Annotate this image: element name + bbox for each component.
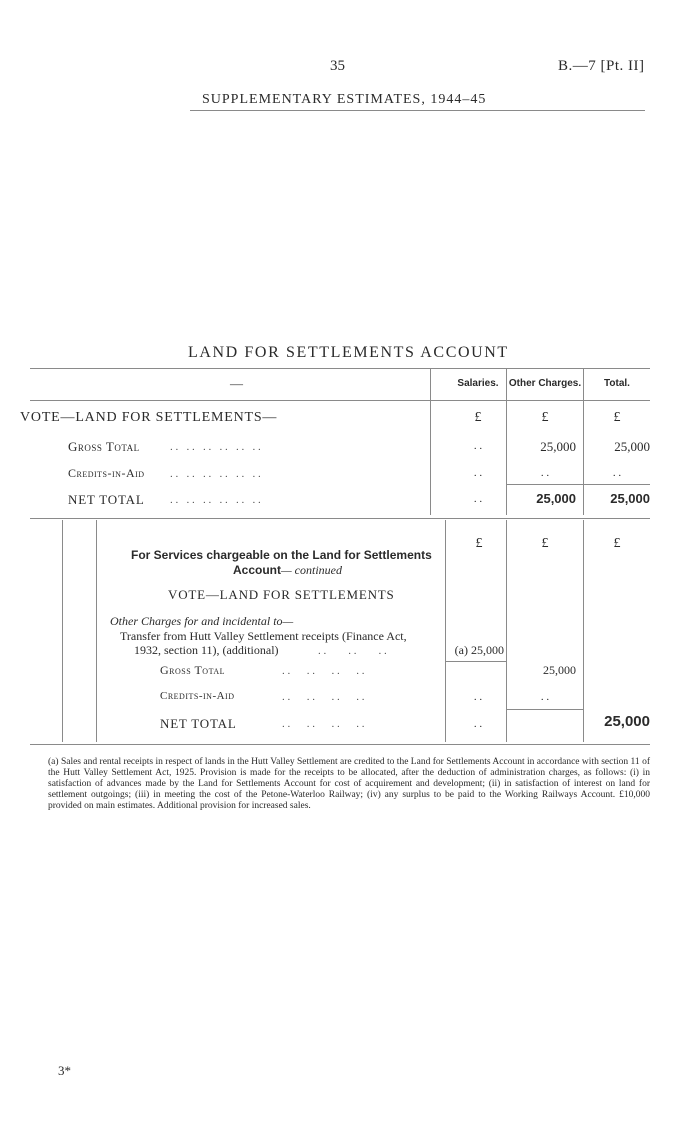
section-title: LAND FOR SETTLEMENTS ACCOUNT xyxy=(188,344,509,361)
head-rule xyxy=(30,400,650,401)
detail-gross-total-leaders: . . . . . . . . xyxy=(282,665,365,677)
item-value: (a) 25,000 xyxy=(454,643,504,657)
summary-currency-salaries: £ xyxy=(474,410,482,425)
item-description-line-1: Transfer from Hutt Valley Settlement receipts (Finance Act, xyxy=(120,629,407,643)
page-mark: 3* xyxy=(58,1063,71,1078)
summary-gross-total-salaries: . . xyxy=(473,440,483,452)
detail-vote-title: VOTE—LAND FOR SETTLEMENTS xyxy=(168,587,395,602)
vote-label: VOTE—LAND FOR SETTLEMENTS— xyxy=(20,410,278,425)
other-charges-header: Other Charges. xyxy=(508,378,582,389)
summary-net-total-leaders: . . . . . . . . . . . . xyxy=(170,494,261,506)
summary-subtotal-rule xyxy=(506,484,650,485)
total-header: Total. xyxy=(604,378,630,389)
other-charges-intro: Other Charges for and incidental to— xyxy=(110,614,294,628)
detail-heading-line-1: For Services chargeable on the Land for Settlements xyxy=(131,548,432,562)
item-description-line-2: 1932, section 11), (additional) xyxy=(134,643,279,657)
column-divider-1 xyxy=(430,369,431,515)
description-column-dash: — xyxy=(230,376,243,391)
detail-gross-total-label: Gross Total xyxy=(160,663,225,677)
summary-end-rule xyxy=(30,518,650,519)
detail-net-total-label: NET TOTAL xyxy=(160,716,237,731)
title-rule xyxy=(30,368,650,369)
detail-heading-continued: — continued xyxy=(281,563,342,577)
summary-net-total-total: 25,000 xyxy=(610,491,650,506)
detail-net-total-leaders: . . . . . . . . xyxy=(282,718,365,730)
detail-heading-line-2 xyxy=(233,563,342,578)
summary-gross-total-other: 25,000 xyxy=(540,439,576,454)
summary-credits-other: . . xyxy=(540,467,550,479)
detail-end-rule xyxy=(30,744,650,745)
salaries-header: Salaries. xyxy=(457,378,499,389)
summary-gross-total-total: 25,000 xyxy=(614,439,650,454)
detail-column-divider-1 xyxy=(445,520,446,742)
summary-net-total-label: NET TOTAL xyxy=(68,492,145,507)
detail-column-divider-3 xyxy=(583,520,584,742)
header-rule xyxy=(190,110,645,111)
item-leaders: . . . . . . xyxy=(318,645,387,657)
summary-currency-total: £ xyxy=(613,410,621,425)
detail-heading-account: Account xyxy=(233,563,281,577)
summary-credits-leaders: . . . . . . . . . . . . xyxy=(170,468,261,480)
detail-net-total-salaries: . . xyxy=(473,718,483,730)
detail-item-rule xyxy=(445,661,506,662)
summary-gross-total-label: Gross Total xyxy=(68,439,140,454)
detail-currency-total: £ xyxy=(613,536,621,551)
summary-credits-label: Credits-in-Aid xyxy=(68,466,145,480)
detail-credits-other: . . xyxy=(540,691,550,703)
summary-gross-total-leaders: . . . . . . . . . . . . xyxy=(170,441,261,453)
detail-credits-label: Credits-in-Aid xyxy=(160,690,235,702)
footnote: (a) Sales and rental receipts in respect of lands in the Hutt Valley Settlement are credited to the Land for Settlements Account in accordance with section 11 of the Hutt Valley Settlement Act, 1925. Provision is made for the receipts to be allocated, after the deduction of administration charges, as follows: (i) in satisfaction of advances made by the Land for Settlements Account for cost of acquirement and development; (ii) in satisfaction of interest on land for settlement outgoings; (iii) in meeting the cost of the Petone-Waterloo Railway; (iv) any surplus to be paid to the Working Railways Account. £10,000 provided on main estimates. Additional provision for increased sales. xyxy=(48,757,650,811)
running-title: SUPPLEMENTARY ESTIMATES, 1944–45 xyxy=(202,92,487,107)
summary-net-total-other: 25,000 xyxy=(536,491,576,506)
detail-gross-total-other: 25,000 xyxy=(543,663,576,677)
detail-currency-salaries: £ xyxy=(475,536,483,551)
detail-left-line-1 xyxy=(62,520,63,742)
document-reference: B.—7 [Pt. II] xyxy=(558,58,645,74)
detail-net-total-total: 25,000 xyxy=(604,713,650,730)
detail-credits-salaries: . . xyxy=(473,691,483,703)
detail-credits-leaders: . . . . . . . . xyxy=(282,691,365,703)
detail-subtotal-rule xyxy=(506,709,583,710)
detail-left-line-2 xyxy=(96,520,97,742)
detail-currency-other: £ xyxy=(541,536,549,551)
page-number: 35 xyxy=(330,58,345,74)
summary-net-total-salaries: . . xyxy=(473,493,483,505)
summary-credits-salaries: . . xyxy=(473,467,483,479)
summary-credits-total: . . xyxy=(612,467,622,479)
summary-currency-other: £ xyxy=(541,410,549,425)
